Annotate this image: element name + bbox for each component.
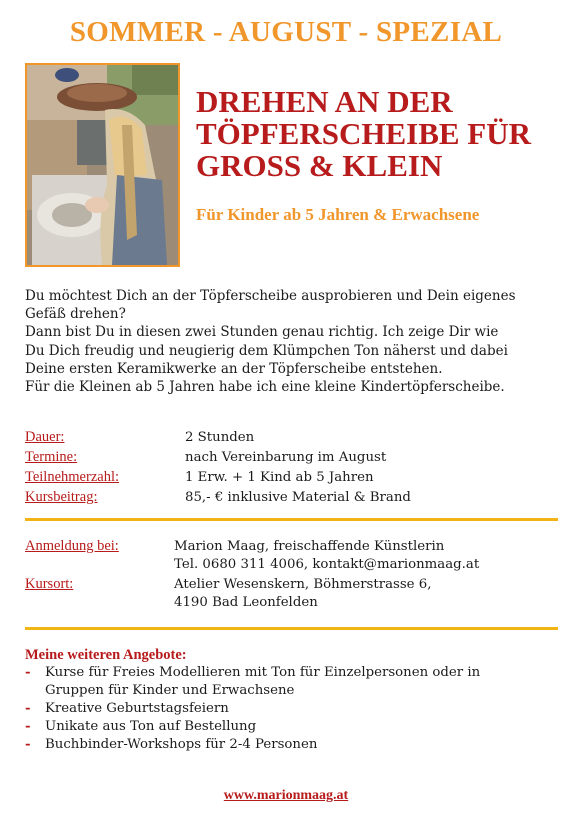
bullet-dash: -: [25, 701, 31, 716]
pottery-photo: [25, 63, 180, 267]
detail-value-dates: nach Vereinbarung im August: [185, 450, 387, 465]
page-header-title: SOMMER - AUGUST - SPEZIAL: [69, 16, 503, 48]
intro-line: Gefäß drehen?: [25, 306, 126, 323]
offer-text-continuation: Gruppen für Kinder und Erwachsene: [45, 683, 295, 698]
detail-label-fee: Kursbeitrag:: [25, 489, 98, 505]
course-title: [196, 86, 566, 182]
course-title-line: GROSS & KLEIN: [196, 148, 443, 183]
intro-line: Dann bist Du in diesen zwei Stunden genau richtig. Ich zeige Dir wie: [25, 324, 499, 341]
location-address: Atelier Wesenskern, Böhmerstrasse 6,: [174, 577, 432, 592]
intro-line: Für die Kleinen ab 5 Jahren habe ich eine kleine Kindertöpferscheibe.: [25, 379, 505, 396]
section-divider: [25, 518, 558, 521]
detail-value-participants: 1 Erw. + 1 Kind ab 5 Jahren: [185, 470, 374, 485]
offer-text: Buchbinder-Workshops für 2-4 Personen: [45, 737, 318, 752]
intro-line: Deine ersten Keramikwerke an der Töpferscheibe entstehen.: [25, 360, 443, 377]
location-city: 4190 Bad Leonfelden: [174, 595, 318, 610]
bullet-dash: -: [25, 737, 31, 752]
intro-line: Du möchtest Dich an der Töpferscheibe ausprobieren und Dein eigenes: [25, 288, 516, 304]
section-divider: [25, 627, 558, 630]
offer-text: Kreative Geburtstagsfeiern: [45, 701, 229, 716]
course-subtitle: Für Kinder ab 5 Jahren & Erwachsene: [196, 205, 480, 224]
location-label: Kursort:: [25, 576, 74, 592]
offer-text: Unikate aus Ton auf Bestellung: [45, 719, 257, 734]
detail-label-dates: Termine:: [25, 449, 78, 465]
detail-label-participants: Teilnehmerzahl:: [25, 469, 119, 485]
offer-text: Kurse für Freies Modellieren mit Ton für Einzelpersonen oder in: [45, 665, 481, 680]
bullet-dash: -: [25, 665, 31, 680]
detail-label-duration: Dauer:: [25, 429, 65, 445]
offer-item: [25, 665, 480, 680]
offers-title: Meine weiteren Angebote:: [25, 647, 187, 663]
offer-item: [25, 701, 229, 716]
offer-item: [25, 719, 256, 734]
course-title-line: DREHEN AN DER: [196, 84, 453, 119]
course-title-line: TÖPFERSCHEIBE FÜR: [196, 116, 532, 151]
bullet-dash: -: [25, 719, 31, 734]
registration-contact[interactable]: Tel. 0680 311 4006, kontakt@marionmaag.at: [174, 557, 480, 572]
offer-item: [25, 737, 317, 752]
registration-label: Anmeldung bei:: [25, 538, 119, 554]
website-link[interactable]: www.marionmaag.at: [223, 788, 349, 803]
registration-name: Marion Maag, freischaffende Künstlerin: [174, 539, 445, 554]
intro-line: Du Dich freudig und neugierig dem Klümpchen Ton näherst und dabei: [25, 342, 508, 359]
detail-value-duration: 2 Stunden: [185, 430, 255, 445]
detail-value-fee: 85,- € inklusive Material & Brand: [185, 490, 411, 505]
intro-paragraph: [25, 287, 565, 396]
